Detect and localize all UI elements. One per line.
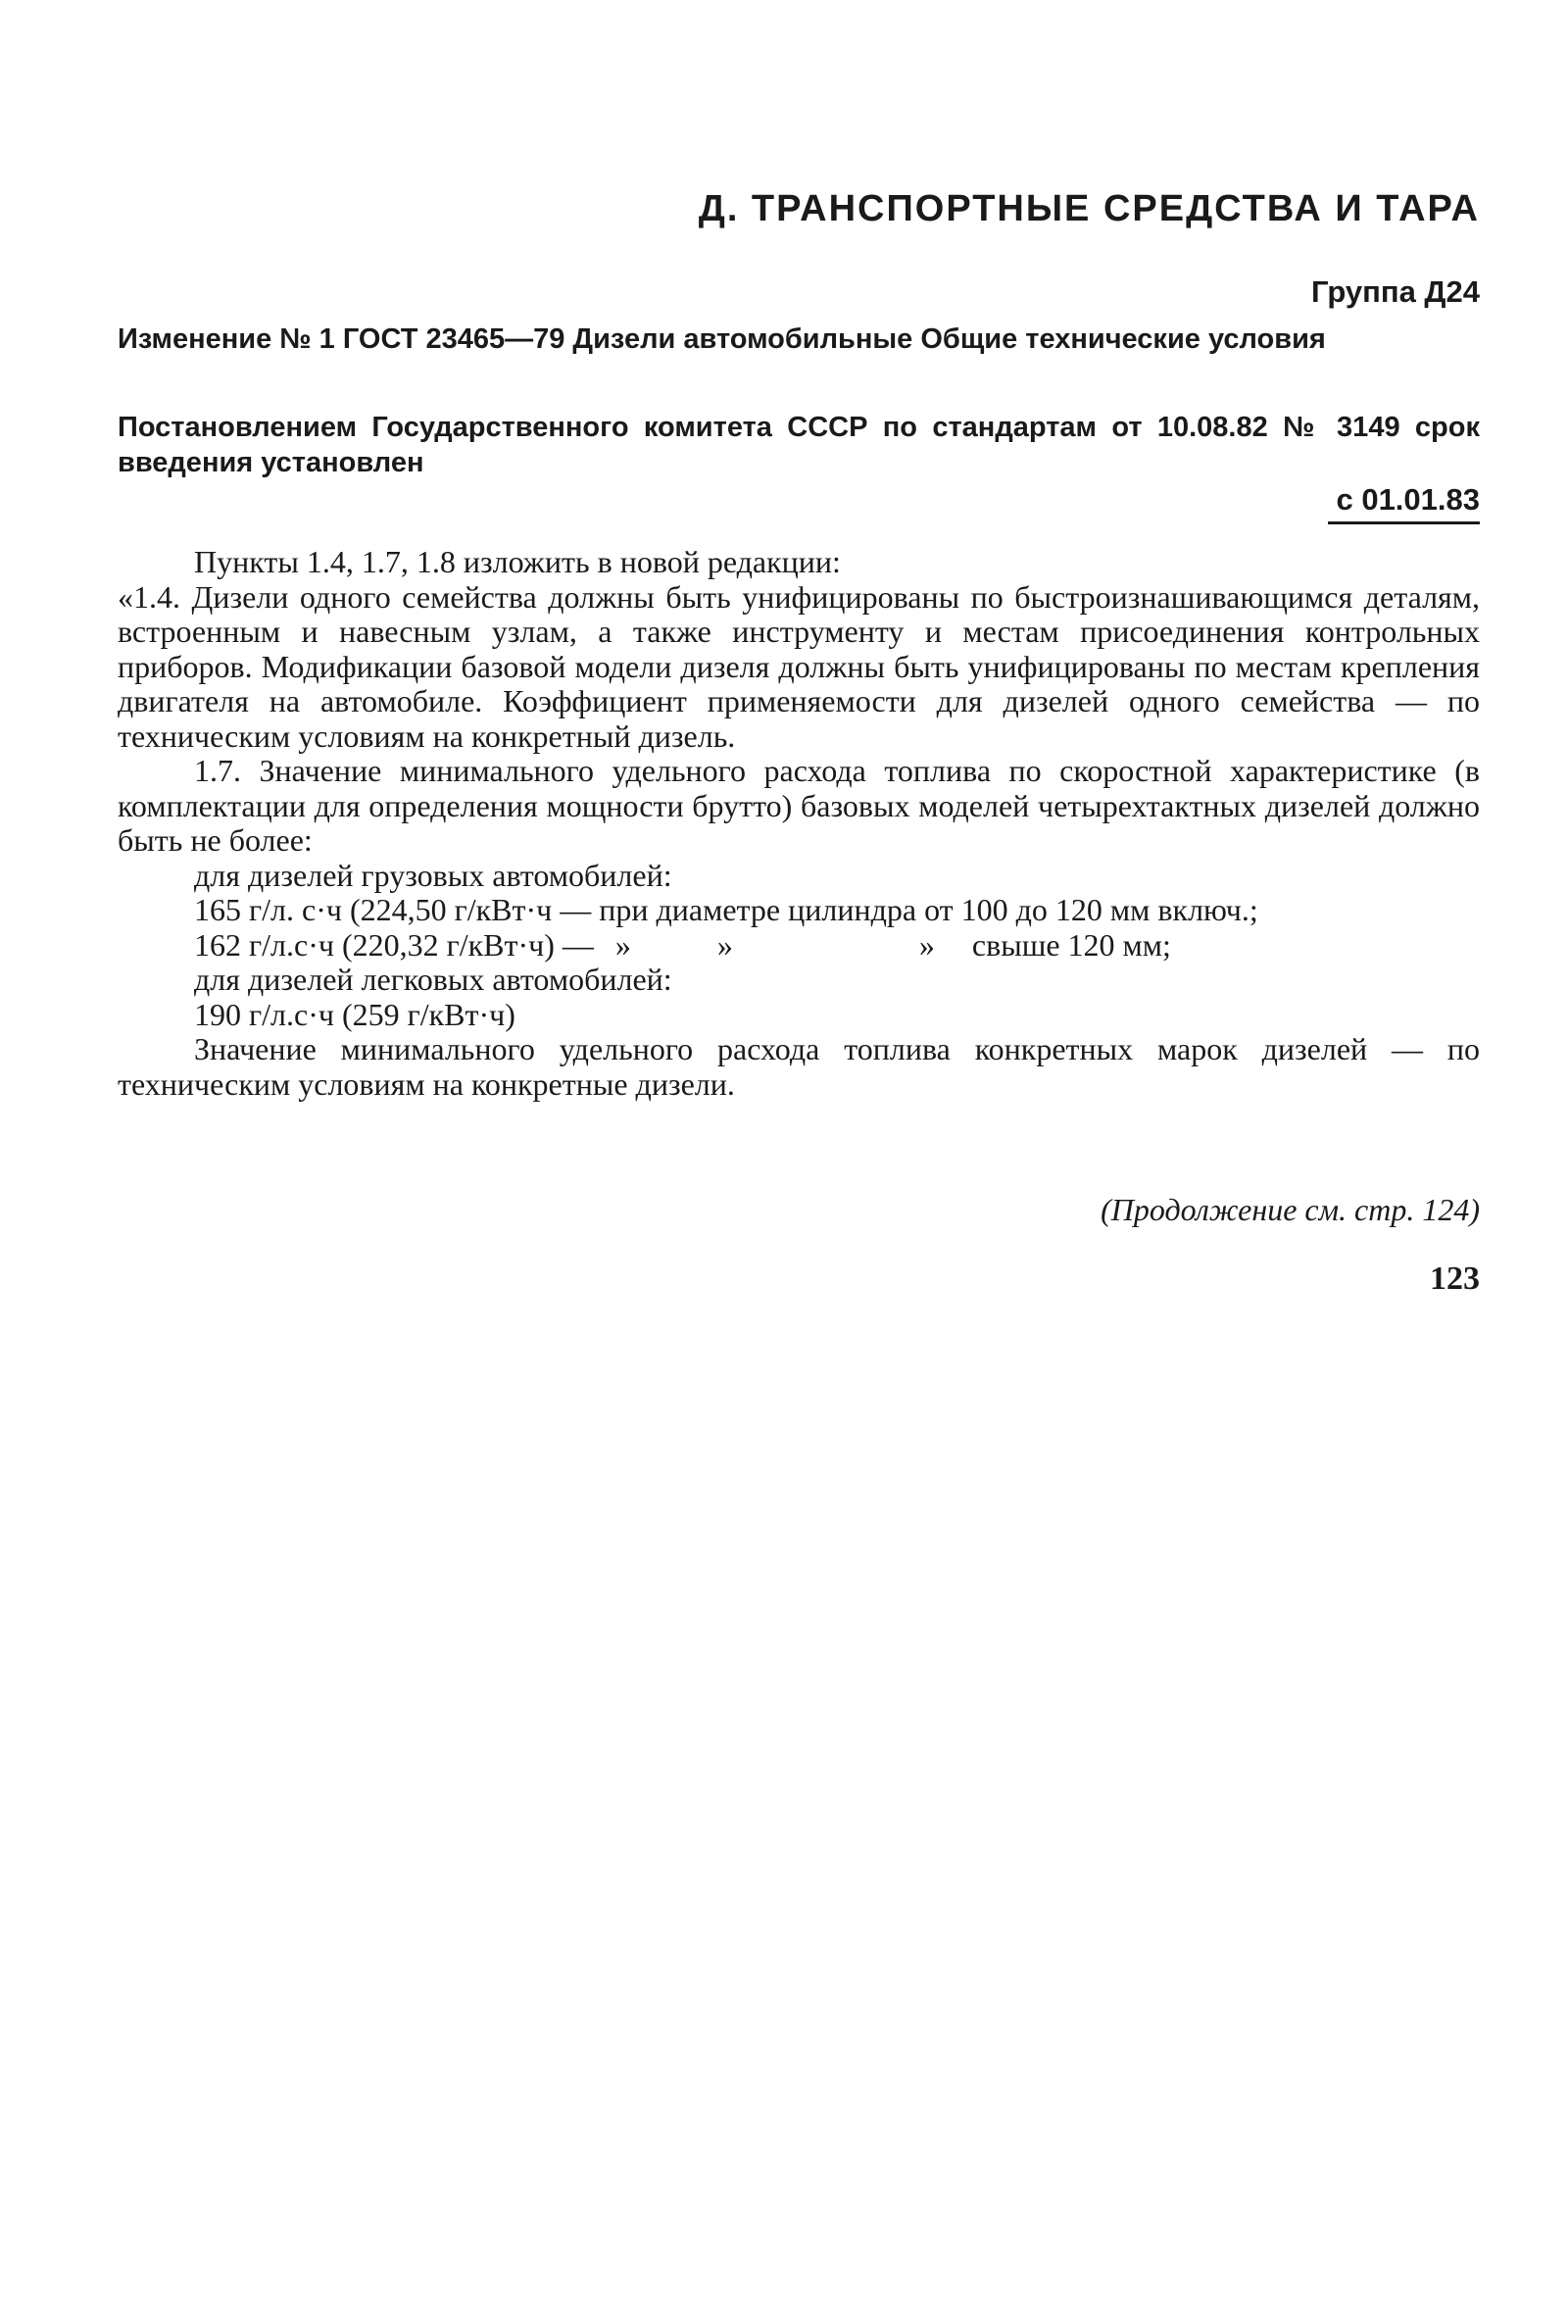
ditto-mark: » xyxy=(918,926,935,963)
truck-row-2-tail: свыше 120 мм; xyxy=(971,926,1171,963)
truck-row-2 xyxy=(118,928,1480,964)
truck-row-1: 165 г/л. с·ч (224,50 г/кВт·ч — при диаметре цилиндра от 100 до 120 мм включ.; xyxy=(194,892,1258,927)
cars-label: для дизелей легковых автомобилей: xyxy=(194,962,672,997)
truck-row-2-value: 162 г/л.с·ч (220,32 г/кВт·ч) — xyxy=(194,926,594,963)
paragraph-1-7: 1.7. Значение минимального удельного расхода топлива по скоростной характеристике (в комплектации для определения мощности брутто) базовых моделей четырехтактных дизелей должно быть не более: xyxy=(118,753,1480,858)
ditto-mark: » xyxy=(716,926,733,963)
body-text xyxy=(118,545,1480,1102)
effective-date: с 01.01.83 xyxy=(1328,482,1480,524)
section-title: Д. ТРАНСПОРТНЫЕ СРЕДСТВА И ТАРА xyxy=(698,188,1480,229)
trucks-label: для дизелей грузовых автомобилей: xyxy=(194,857,672,893)
change-heading: Изменение № 1 ГОСТ 23465—79 Дизели автомобильные Общие технические условия xyxy=(118,323,1326,355)
group-code: Группа Д24 xyxy=(1310,274,1480,309)
ditto-mark: » xyxy=(614,926,631,963)
car-row: 190 г/л.с·ч (259 г/кВт·ч) xyxy=(194,996,515,1032)
intro-line: Пункты 1.4, 1.7, 1.8 изложить в новой редакции: xyxy=(194,544,841,579)
decree-text: Постановлением Государственного комитета СССР по стандартам от 10.08.82 № 3149 срок введения установлен xyxy=(118,412,1480,478)
page-number: 123 xyxy=(1430,1261,1480,1297)
continuation-note: (Продолжение см. стр. 124) xyxy=(1101,1192,1480,1227)
closing-paragraph: Значение минимального удельного расхода топлива конкретных марок дизелей — по техническим условиям на конкретные дизели. xyxy=(118,1031,1480,1102)
paragraph-1-4: «1.4. Дизели одного семейства должны быть унифицированы по быстроизнашивающимся деталям, встроенным и навесным узлам, а также инструменту и местам присоединения контрольных приборов. Модификации базовой модели дизеля должны быть унифицированы по местам крепления двигателя на автомобиле. Коэффициент применяемости для дизелей одного семейства — по техническим условиям на конкретный дизель. xyxy=(118,578,1480,754)
